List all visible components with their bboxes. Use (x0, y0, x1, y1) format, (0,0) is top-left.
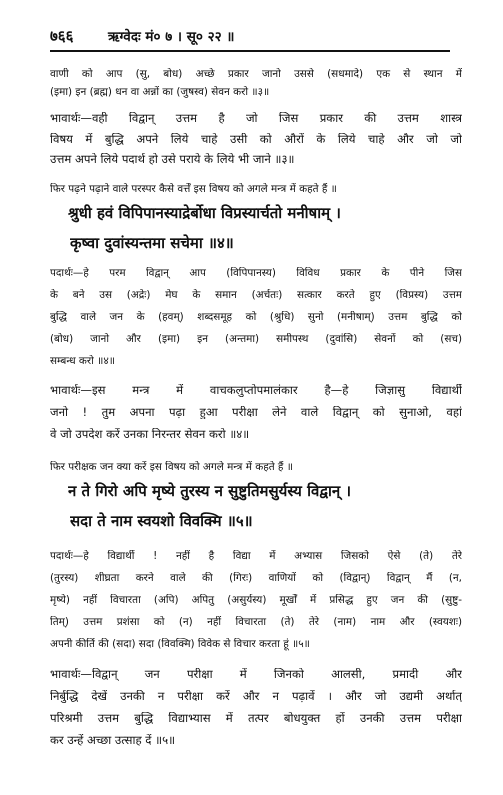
text-line: (इमा) इन (ब्रह्म) धन वा अन्नों का (जुषस्व) सेवन करो ॥३॥ (50, 86, 270, 98)
text-line: तिम्) उत्तम प्रशंसा को (न) नहीं विचारता (ते) तेरे (नाम) नाम और (स्वयशः) (50, 616, 462, 628)
text-line: भावार्थः—इस मन्त्र में वाचकलुप्तोपमालंकार है—हे जिज्ञासु विद्यार्थी (50, 384, 462, 397)
text-line: भावार्थः—वही विद्वान् उत्तम है जो जिस प्रकार की उत्तम शास्त्र (50, 112, 462, 125)
text-line: उत्तम अपने लिये पदार्थ हो उसे पराये के लिये भी जाने ॥३॥ (50, 153, 295, 166)
text-line: मृष्ये) नहीं विचारता (अपि) अपितु (असुर्यस्य) मूर्खों में प्रसिद्ध हुए जन की (सुष्टु- (50, 594, 462, 606)
mantra-line: सदा ते नाम स्वयशो विवक्मि ॥५॥ (70, 512, 253, 530)
section-intro: फिर पढ़ने पढ़ाने वाले परस्पर कैसे वर्त्तें इस विषय को अगले मन्त्र में कहते हैं ॥ (50, 183, 337, 195)
text-line: बुद्धि वाले जन के (हवम्) शब्दसमूह को (श्रुधि) सुनो (मनीषाम्) उत्तम बुद्धि को (50, 311, 462, 323)
text-line: भावार्थः—विद्वान् जन परीक्षा में जिनको आलसी, प्रमादी और (50, 668, 462, 681)
section-intro: फिर परीक्षक जन क्या करें इस विषय को अगले मन्त्र में कहते हैं ॥ (50, 461, 293, 473)
page-number: ७६६ (50, 27, 74, 45)
text-line: अपनी कीर्ति की (सदा) सदा (विवक्मि) विवेक से विचार करता हूं ॥५॥ (50, 638, 310, 650)
text-line: परिश्रमी उत्तम बुद्धि विद्याभ्यास में तत्पर बोधयुक्त हों उनकी उत्तम परीक्षा (50, 712, 462, 725)
text-line: (बोध) जानो और (इमा) इन (अन्तमा) समीपस्थ (दुवांसि) सेवनों को (सच) (50, 333, 462, 345)
mantra-line: कृष्वा दुवांस्यन्तमा सचेमा ॥४॥ (70, 234, 234, 252)
mantra-line: श्रुधी हवं विपिपानस्याद्रेर्बोधा विप्रस्यार्चतो मनीषाम् । (68, 204, 341, 222)
text-line: विषय में बुद्धि अपने लिये चाहे उसी को औरों के लिये चाहे और जो जो (50, 133, 462, 146)
text-line: जनो ! तुम अपना पढ़ा हुआ परीक्षा लेने वाले विद्वान् को सुनाओ, वहां (50, 406, 462, 419)
text-line: (तुरस्य) शीघ्रता करने वाले की (गिरः) वाणियों को (विद्वान्) विद्वान् मैं (न, (50, 572, 462, 584)
text-line: पदार्थः—हे परम विद्वान् आप (विपिपानस्य) विविध प्रकार के पीने जिस (50, 267, 462, 279)
mantra-line: न ते गिरो अपि मृष्ये तुरस्य न सुष्टुतिमसुर्यस्य विद्वान् । (68, 482, 352, 500)
running-title: ऋग्वेदः मं० ७ । सू० २२ ॥ (108, 29, 235, 45)
text-line: के बने उस (अद्रेः) मेघ के समान (अर्चतः) सत्कार करते हुए (विप्रस्य) उत्तम (50, 289, 462, 301)
text-line: सम्बन्ध करो ॥४॥ (50, 355, 115, 367)
text-line: वे जो उपदेश करें उनका निरन्तर सेवन करो ॥४॥ (50, 428, 250, 441)
text-line: निर्बुद्धि देखें उनकी न परीक्षा करें और न पढ़ावें । और जो उद्यमी अर्थात् (50, 690, 462, 703)
text-line: वाणी को आप (सु, बोध) अच्छे प्रकार जानो उससे (सधमादे) एक से स्थान में (50, 68, 462, 80)
text-line: कर उन्हें अच्छा उत्साह दें ॥५॥ (50, 734, 176, 747)
page-header (50, 26, 450, 52)
text-line: पदार्थः—हे विद्यार्थी ! नहीं है विद्या में अभ्यास जिसको ऐसे (ते) तेरे (50, 550, 462, 562)
